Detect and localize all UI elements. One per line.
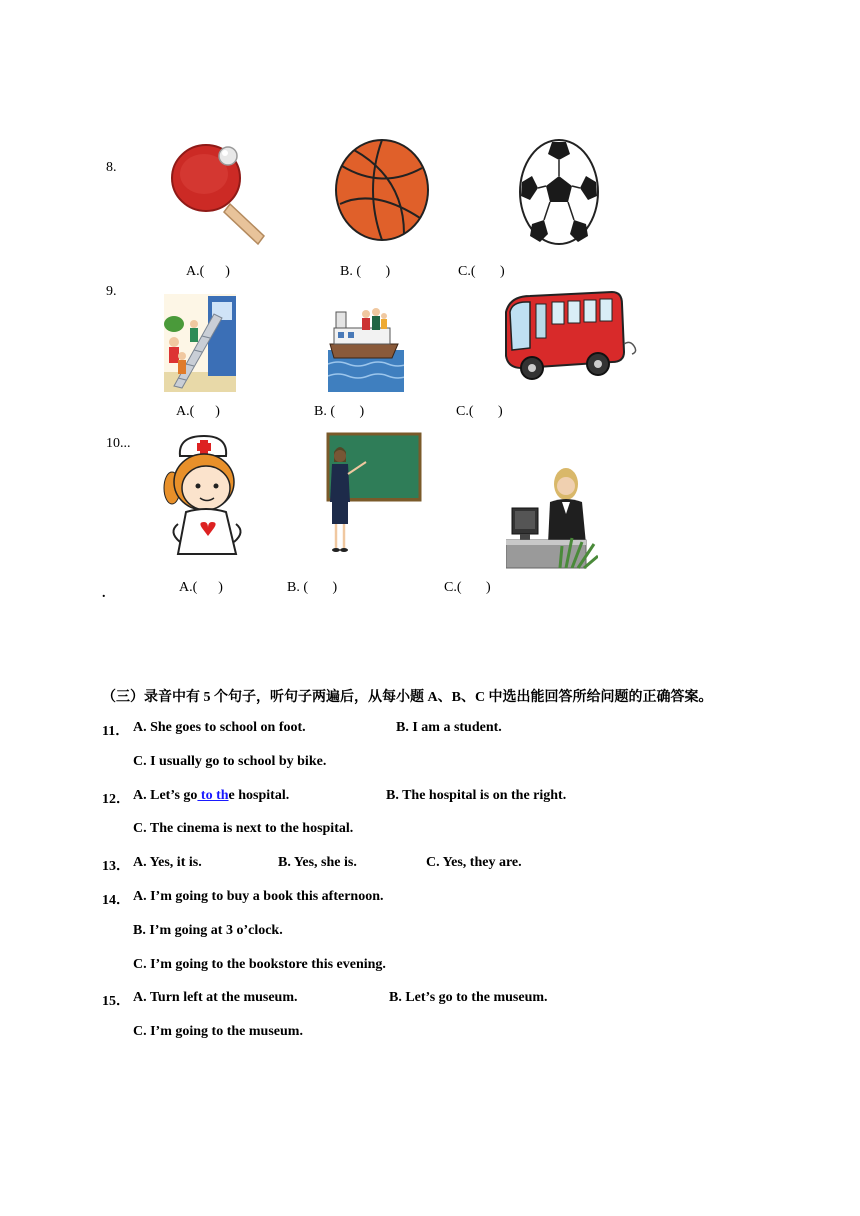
plane-stairs-icon <box>164 294 236 392</box>
option-c: C.( ) <box>444 580 491 595</box>
option-a <box>133 788 289 804</box>
ferry-boat-icon <box>328 294 404 392</box>
option-a: A. She goes to school on foot. <box>133 720 306 735</box>
option-a: A. Yes, it is. <box>133 855 202 870</box>
option-a: A.( ) <box>186 264 230 279</box>
option-a: A. I’m going to buy a book this afternoon. <box>133 889 384 904</box>
option-c: C. The cinema is next to the hospital. <box>133 821 354 836</box>
option-a: A.( ) <box>176 404 220 419</box>
nurse-icon <box>162 432 246 556</box>
basketball-icon <box>334 138 430 242</box>
option-b: B. I am a student. <box>396 720 502 735</box>
question-number: 8. <box>106 160 117 175</box>
option-b: B. Yes, she is. <box>278 855 357 870</box>
soccer-ball-icon <box>518 138 600 246</box>
option-b: B. ( ) <box>314 404 365 419</box>
option-b: B. Let’s go to the museum. <box>389 990 548 1005</box>
option-c: C. I usually go to school by bike. <box>133 754 327 769</box>
section-title: （三）录音中有 5 个句子，听句子两遍后，从每小题 A、B、C 中选出能回答所给问题的正确答案。 <box>102 690 713 705</box>
option-a: A.( ) <box>179 580 223 595</box>
option-a-text-start: A. Let’s go <box>133 788 198 803</box>
option-b: B. The hospital is on the right. <box>386 788 567 803</box>
option-c: C. I’m going to the museum. <box>133 1024 303 1039</box>
hyperlink[interactable]: to th <box>197 788 229 803</box>
question-number: 9. <box>106 284 117 299</box>
question-number: 13． <box>102 859 130 874</box>
question-number: 11． <box>102 724 130 739</box>
ping-pong-paddle-icon <box>168 138 268 248</box>
option-c: C. Yes, they are. <box>426 855 522 870</box>
option-c: C.( ) <box>458 264 505 279</box>
question-number: 15． <box>102 994 130 1009</box>
option-b: B. ( ) <box>287 580 338 595</box>
option-a: A. Turn left at the museum. <box>133 990 298 1005</box>
option-c: C.( ) <box>456 404 503 419</box>
option-c: C. I’m going to the bookstore this evening. <box>133 957 386 972</box>
option-a-text-end: e hospital. <box>228 788 290 803</box>
option-b: B. ( ) <box>340 264 391 279</box>
question-number: 14． <box>102 893 130 908</box>
teacher-blackboard-icon <box>326 432 422 554</box>
question-number: 12． <box>102 792 130 807</box>
stray-dot: . <box>102 586 106 601</box>
question-number: 10... <box>106 436 131 451</box>
office-worker-icon <box>506 464 598 570</box>
red-bus-icon <box>500 290 638 382</box>
option-b: B. I’m going at 3 o’clock. <box>133 923 283 938</box>
